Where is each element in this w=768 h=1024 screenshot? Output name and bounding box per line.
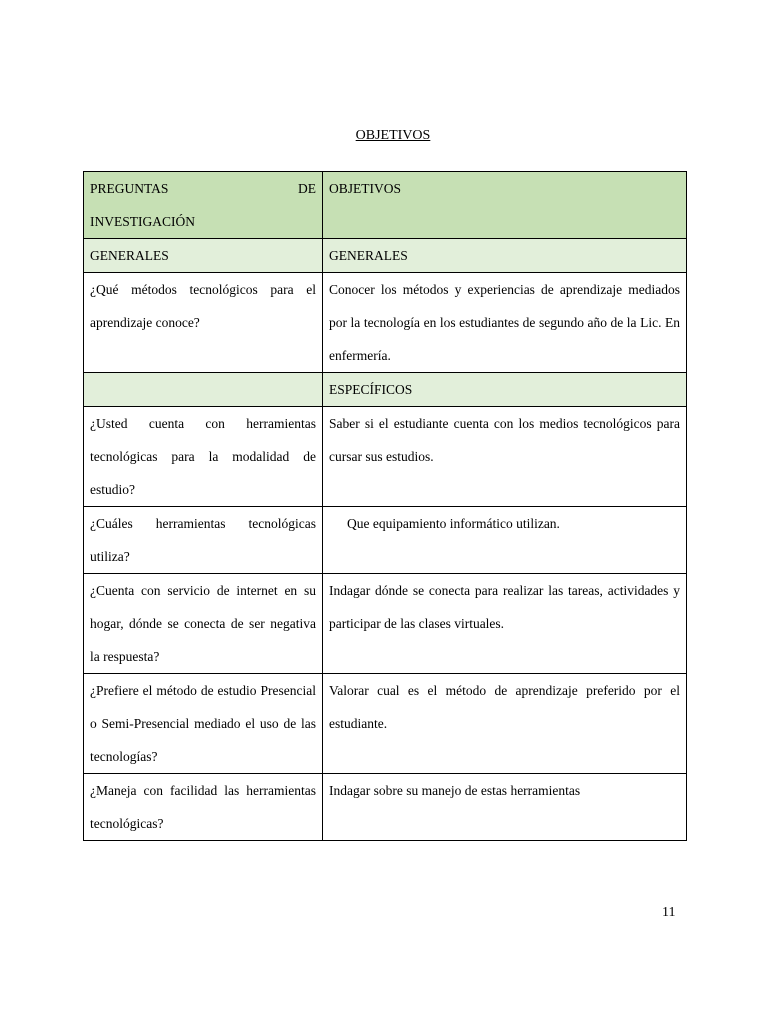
- general-label-col2: GENERALES: [323, 239, 687, 273]
- table-row: [84, 507, 687, 574]
- table-row: [84, 574, 687, 674]
- table-row: [84, 674, 687, 774]
- specific-objective-cell: Indagar sobre su manejo de estas herramientas: [323, 774, 687, 841]
- specific-label-row: [84, 373, 687, 407]
- header-questions-word2: DE: [298, 181, 316, 196]
- header-questions-word1: PREGUNTAS: [90, 181, 169, 196]
- specific-label-col1: [84, 373, 323, 407]
- specific-objective-text: Que equipamiento informático utilizan.: [347, 516, 560, 531]
- specific-objective-cell: [323, 507, 687, 574]
- table-row: [84, 273, 687, 373]
- objectives-table: [83, 171, 687, 841]
- table-row: [84, 407, 687, 507]
- specific-objective-cell: Indagar dónde se conecta para realizar las tareas, actividades y participar de las clases virtuales.: [323, 574, 687, 674]
- specific-question-cell: ¿Prefiere el método de estudio Presencial o Semi-Presencial mediado el uso de las tecnologías?: [84, 674, 323, 774]
- general-label-col1: GENERALES: [84, 239, 323, 273]
- specific-objective-cell: Saber si el estudiante cuenta con los medios tecnológicos para cursar sus estudios.: [323, 407, 687, 507]
- page-number: 11: [662, 905, 676, 920]
- general-question-cell: ¿Qué métodos tecnológicos para el aprendizaje conoce?: [84, 273, 323, 373]
- specific-question-cell: ¿Usted cuenta con herramientas tecnológicas para la modalidad de estudio?: [84, 407, 323, 507]
- general-objective-cell: Conocer los métodos y experiencias de aprendizaje mediados por la tecnología en los estudiantes de segundo año de la Lic. En enfermería.: [323, 273, 687, 373]
- table-header-row: [84, 172, 687, 239]
- specific-question-cell: ¿Cuenta con servicio de internet en su hogar, dónde se conecta de ser negativa la respuesta?: [84, 574, 323, 674]
- header-questions-line1: [90, 172, 316, 205]
- header-questions-cell: [84, 172, 323, 239]
- header-questions-line2: INVESTIGACIÓN: [90, 214, 195, 229]
- page-title: OBJETIVOS: [355, 128, 431, 143]
- table-row: [84, 774, 687, 841]
- specific-objective-cell: Valorar cual es el método de aprendizaje preferido por el estudiante.: [323, 674, 687, 774]
- general-label-row: [84, 239, 687, 273]
- specific-question-cell: ¿Maneja con facilidad las herramientas tecnológicas?: [84, 774, 323, 841]
- header-objectives-cell: OBJETIVOS: [323, 172, 687, 239]
- specific-question-cell: ¿Cuáles herramientas tecnológicas utiliza?: [84, 507, 323, 574]
- specific-label-col2: ESPECÍFICOS: [323, 373, 687, 407]
